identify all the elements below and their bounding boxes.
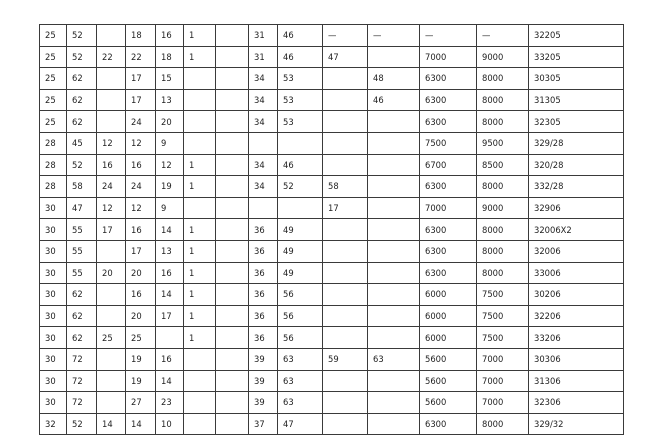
table-cell [368, 413, 420, 435]
table-cell: 5600 [420, 348, 477, 370]
table-row [40, 348, 624, 370]
table-cell [216, 68, 249, 90]
table-cell: 30 [40, 327, 67, 349]
table-cell: 16 [126, 284, 156, 306]
table-cell: 1 [184, 176, 216, 198]
table-cell: 25 [40, 46, 67, 68]
table-cell: 49 [278, 219, 323, 241]
table-cell: 55 [67, 240, 97, 262]
table-cell: 329/32 [529, 413, 624, 435]
table-cell: 12 [97, 132, 126, 154]
table-cell [216, 197, 249, 219]
table-cell: 22 [126, 46, 156, 68]
table-cell: 30 [40, 305, 67, 327]
table-cell [97, 111, 126, 133]
table-cell: 30306 [529, 348, 624, 370]
table-cell: 22 [97, 46, 126, 68]
table-cell: 36 [249, 327, 278, 349]
table-cell: 1 [184, 46, 216, 68]
table-cell: 62 [67, 89, 97, 111]
table-row [40, 25, 624, 47]
table-cell: 56 [278, 284, 323, 306]
table-cell: 30 [40, 284, 67, 306]
table-cell: 10 [156, 413, 184, 435]
table-cell: 25 [97, 327, 126, 349]
table-cell [368, 154, 420, 176]
table-row [40, 240, 624, 262]
table-cell: 15 [156, 68, 184, 90]
table-cell [323, 392, 368, 414]
table-cell: 36 [249, 219, 278, 241]
table-cell: 20 [126, 262, 156, 284]
table-cell: 32305 [529, 111, 624, 133]
table-row [40, 89, 624, 111]
table-cell: 39 [249, 370, 278, 392]
table-cell [249, 197, 278, 219]
table-cell: 7000 [477, 348, 529, 370]
table-cell: 6300 [420, 111, 477, 133]
table-row [40, 284, 624, 306]
table-cell: 52 [67, 46, 97, 68]
table-cell: 34 [249, 154, 278, 176]
table-cell: 30305 [529, 68, 624, 90]
table-cell: 24 [126, 111, 156, 133]
table-cell: 46 [278, 154, 323, 176]
table-cell: 34 [249, 176, 278, 198]
table-cell: 62 [67, 305, 97, 327]
table-cell: 58 [67, 176, 97, 198]
table-cell: 8000 [477, 176, 529, 198]
table-cell: 53 [278, 111, 323, 133]
table-cell [184, 392, 216, 414]
table-cell: 20 [156, 111, 184, 133]
table-cell [323, 111, 368, 133]
table-cell: 34 [249, 111, 278, 133]
table-cell [216, 25, 249, 47]
table-cell: 37 [249, 413, 278, 435]
table-cell: 14 [156, 284, 184, 306]
table-cell: 8000 [477, 240, 529, 262]
table-cell [216, 413, 249, 435]
table-cell: 32906 [529, 197, 624, 219]
table-cell: 8500 [477, 154, 529, 176]
table-cell [184, 370, 216, 392]
table-cell: 46 [368, 89, 420, 111]
table-cell: 1 [184, 262, 216, 284]
table-row [40, 392, 624, 414]
table-cell: 16 [126, 219, 156, 241]
table-cell: 72 [67, 392, 97, 414]
table-cell: 25 [40, 68, 67, 90]
table-cell [216, 176, 249, 198]
table-cell: 55 [67, 219, 97, 241]
table-cell: 9500 [477, 132, 529, 154]
table-row [40, 132, 624, 154]
table-body [40, 25, 624, 435]
table-cell: 56 [278, 327, 323, 349]
table-cell: 6000 [420, 305, 477, 327]
table-cell: 63 [278, 370, 323, 392]
table-cell: 28 [40, 132, 67, 154]
table-cell: 30206 [529, 284, 624, 306]
table-cell: 30 [40, 197, 67, 219]
table-cell [323, 154, 368, 176]
table-cell: 49 [278, 262, 323, 284]
table-cell: 7500 [420, 132, 477, 154]
table-cell: 36 [249, 305, 278, 327]
table-cell [368, 392, 420, 414]
table-cell: 46 [278, 25, 323, 47]
table-cell [216, 327, 249, 349]
table-cell: 1 [184, 25, 216, 47]
table-cell: 53 [278, 68, 323, 90]
table-cell: 32 [40, 413, 67, 435]
table-cell [216, 262, 249, 284]
table-cell: 25 [40, 25, 67, 47]
table-cell: 7000 [477, 370, 529, 392]
table-cell [323, 262, 368, 284]
table-cell: 39 [249, 348, 278, 370]
table-cell: 17 [126, 68, 156, 90]
table-cell: 72 [67, 370, 97, 392]
table-cell [368, 111, 420, 133]
table-cell: 1 [184, 284, 216, 306]
bearing-data-table [39, 24, 624, 435]
table-cell [184, 89, 216, 111]
table-cell: 32206 [529, 305, 624, 327]
table-cell: 18 [126, 25, 156, 47]
table-cell [323, 68, 368, 90]
table-cell: 31306 [529, 370, 624, 392]
table-row [40, 46, 624, 68]
table-cell [323, 284, 368, 306]
table-cell: 9 [156, 132, 184, 154]
table-cell [368, 262, 420, 284]
table-cell [278, 132, 323, 154]
table-cell [97, 305, 126, 327]
table-row [40, 154, 624, 176]
table-cell: 55 [67, 262, 97, 284]
table-cell: 36 [249, 262, 278, 284]
table-cell: 62 [67, 68, 97, 90]
table-cell [97, 89, 126, 111]
table-cell: — [323, 25, 368, 47]
table-cell: 63 [368, 348, 420, 370]
table-cell: 6300 [420, 240, 477, 262]
table-cell [97, 25, 126, 47]
table-cell [216, 392, 249, 414]
table-cell: 31305 [529, 89, 624, 111]
table-cell: 32205 [529, 25, 624, 47]
table-cell: 49 [278, 240, 323, 262]
table-cell: 6300 [420, 68, 477, 90]
table-cell: 7500 [477, 284, 529, 306]
table-cell: 16 [126, 154, 156, 176]
table-cell: 1 [184, 240, 216, 262]
table-cell: 20 [97, 262, 126, 284]
table-cell [249, 132, 278, 154]
table-cell: 31 [249, 25, 278, 47]
table-cell [216, 240, 249, 262]
table-cell [216, 132, 249, 154]
table-cell: 25 [40, 111, 67, 133]
table-cell [368, 197, 420, 219]
table-row [40, 68, 624, 90]
table-cell: 1 [184, 305, 216, 327]
table-cell: 52 [67, 413, 97, 435]
table-cell: 5600 [420, 370, 477, 392]
table-cell [323, 413, 368, 435]
table-cell: 18 [156, 46, 184, 68]
table-cell: 47 [278, 413, 323, 435]
table-cell [216, 348, 249, 370]
table-cell [368, 46, 420, 68]
table-cell [184, 348, 216, 370]
table-cell: 6300 [420, 219, 477, 241]
table-cell: 8000 [477, 262, 529, 284]
table-cell [97, 240, 126, 262]
table-cell: 47 [323, 46, 368, 68]
table-cell [323, 219, 368, 241]
table-cell [184, 132, 216, 154]
table-cell [368, 327, 420, 349]
table-cell: 28 [40, 154, 67, 176]
table-cell: 6300 [420, 413, 477, 435]
table-cell: 17 [126, 89, 156, 111]
table-cell [216, 370, 249, 392]
table-cell: 17 [97, 219, 126, 241]
table-cell: 16 [156, 348, 184, 370]
table-cell [156, 327, 184, 349]
table-cell: 1 [184, 327, 216, 349]
table-cell [368, 305, 420, 327]
table-cell: 19 [156, 176, 184, 198]
table-cell: 72 [67, 348, 97, 370]
table-cell: 6000 [420, 327, 477, 349]
table-cell: 329/28 [529, 132, 624, 154]
table-cell: 14 [97, 413, 126, 435]
table-cell [97, 348, 126, 370]
table-cell: 19 [126, 348, 156, 370]
table-cell [323, 89, 368, 111]
table-cell: 8000 [477, 68, 529, 90]
table-cell: 9000 [477, 46, 529, 68]
table-cell: 59 [323, 348, 368, 370]
table-cell: 6000 [420, 284, 477, 306]
table-cell [97, 392, 126, 414]
table-cell: 32306 [529, 392, 624, 414]
table-cell: 14 [126, 413, 156, 435]
table-cell: 12 [97, 197, 126, 219]
table-cell: 17 [126, 240, 156, 262]
table-cell [368, 284, 420, 306]
table-cell [368, 219, 420, 241]
table-cell [323, 240, 368, 262]
table-cell: 6700 [420, 154, 477, 176]
table-cell: 16 [156, 25, 184, 47]
table-cell: 33205 [529, 46, 624, 68]
table-row [40, 327, 624, 349]
table-cell: 46 [278, 46, 323, 68]
table-cell: 36 [249, 240, 278, 262]
table-cell: 47 [67, 197, 97, 219]
table-cell: 32006X2 [529, 219, 624, 241]
table-cell: 320/28 [529, 154, 624, 176]
table-cell [216, 284, 249, 306]
table-cell [216, 219, 249, 241]
table-cell: 8000 [477, 413, 529, 435]
table-cell: 63 [278, 348, 323, 370]
table-cell: 52 [278, 176, 323, 198]
table-cell: 16 [156, 262, 184, 284]
table-cell [323, 305, 368, 327]
table-cell: 332/28 [529, 176, 624, 198]
table-cell: 7000 [477, 392, 529, 414]
table-cell: 25 [126, 327, 156, 349]
table-cell: 13 [156, 89, 184, 111]
table-cell: 30 [40, 240, 67, 262]
table-cell: 7000 [420, 197, 477, 219]
table-cell: 12 [126, 197, 156, 219]
table-cell: 12 [126, 132, 156, 154]
table-cell [323, 370, 368, 392]
table-cell: 20 [126, 305, 156, 327]
table-cell: 52 [67, 25, 97, 47]
table-cell [368, 370, 420, 392]
table-cell: 32006 [529, 240, 624, 262]
table-cell [368, 240, 420, 262]
table-cell: 14 [156, 370, 184, 392]
table-cell [216, 89, 249, 111]
table-cell: 19 [126, 370, 156, 392]
table-cell: 1 [184, 219, 216, 241]
table-cell: 63 [278, 392, 323, 414]
table-cell: 62 [67, 284, 97, 306]
table-cell [323, 132, 368, 154]
table-cell: 9 [156, 197, 184, 219]
table-cell: 53 [278, 89, 323, 111]
table-cell: 12 [156, 154, 184, 176]
table-cell: 24 [126, 176, 156, 198]
table-cell: 27 [126, 392, 156, 414]
table-cell: 14 [156, 219, 184, 241]
table-cell [323, 327, 368, 349]
table-cell: 36 [249, 284, 278, 306]
table-cell [184, 413, 216, 435]
table-cell: 48 [368, 68, 420, 90]
table-cell: 30 [40, 219, 67, 241]
table-cell: 5600 [420, 392, 477, 414]
table-cell: 13 [156, 240, 184, 262]
table-row [40, 197, 624, 219]
table-cell: 8000 [477, 111, 529, 133]
table-row [40, 111, 624, 133]
table-cell [184, 111, 216, 133]
table-cell: 17 [156, 305, 184, 327]
table-row [40, 370, 624, 392]
table-cell: 25 [40, 89, 67, 111]
table-cell [97, 284, 126, 306]
table-cell: — [368, 25, 420, 47]
table-cell: 6300 [420, 176, 477, 198]
table-cell: 30 [40, 370, 67, 392]
table-cell [97, 370, 126, 392]
table-cell [278, 197, 323, 219]
table-cell: 30 [40, 348, 67, 370]
table-cell [368, 132, 420, 154]
table-cell: 23 [156, 392, 184, 414]
table-row [40, 262, 624, 284]
table-row [40, 305, 624, 327]
table-cell [368, 176, 420, 198]
table-cell: 7500 [477, 305, 529, 327]
table-cell: 58 [323, 176, 368, 198]
table-cell: 56 [278, 305, 323, 327]
table-cell [216, 154, 249, 176]
table-cell: 17 [323, 197, 368, 219]
table-cell [184, 197, 216, 219]
table-cell: 7500 [477, 327, 529, 349]
table-cell: 52 [67, 154, 97, 176]
table-cell [97, 68, 126, 90]
table-cell: 1 [184, 154, 216, 176]
table-row [40, 219, 624, 241]
table-cell: 34 [249, 68, 278, 90]
table-cell: 8000 [477, 219, 529, 241]
table-cell [216, 305, 249, 327]
table-cell: 30 [40, 262, 67, 284]
table-cell: 7000 [420, 46, 477, 68]
table-cell [216, 46, 249, 68]
table-cell: 33006 [529, 262, 624, 284]
table-cell [216, 111, 249, 133]
table-cell: 30 [40, 392, 67, 414]
table-cell: 28 [40, 176, 67, 198]
table-row [40, 413, 624, 435]
table-cell: 6300 [420, 89, 477, 111]
table-cell: 31 [249, 46, 278, 68]
table-cell [184, 68, 216, 90]
table-cell: 6300 [420, 262, 477, 284]
table-cell: — [477, 25, 529, 47]
table-cell: 62 [67, 111, 97, 133]
table-cell: 45 [67, 132, 97, 154]
table-cell: — [420, 25, 477, 47]
table-row [40, 176, 624, 198]
table-cell: 24 [97, 176, 126, 198]
table-cell: 8000 [477, 89, 529, 111]
table-cell: 62 [67, 327, 97, 349]
table-cell: 33206 [529, 327, 624, 349]
table-cell: 34 [249, 89, 278, 111]
table-cell: 39 [249, 392, 278, 414]
table-cell: 9000 [477, 197, 529, 219]
table-cell: 16 [97, 154, 126, 176]
